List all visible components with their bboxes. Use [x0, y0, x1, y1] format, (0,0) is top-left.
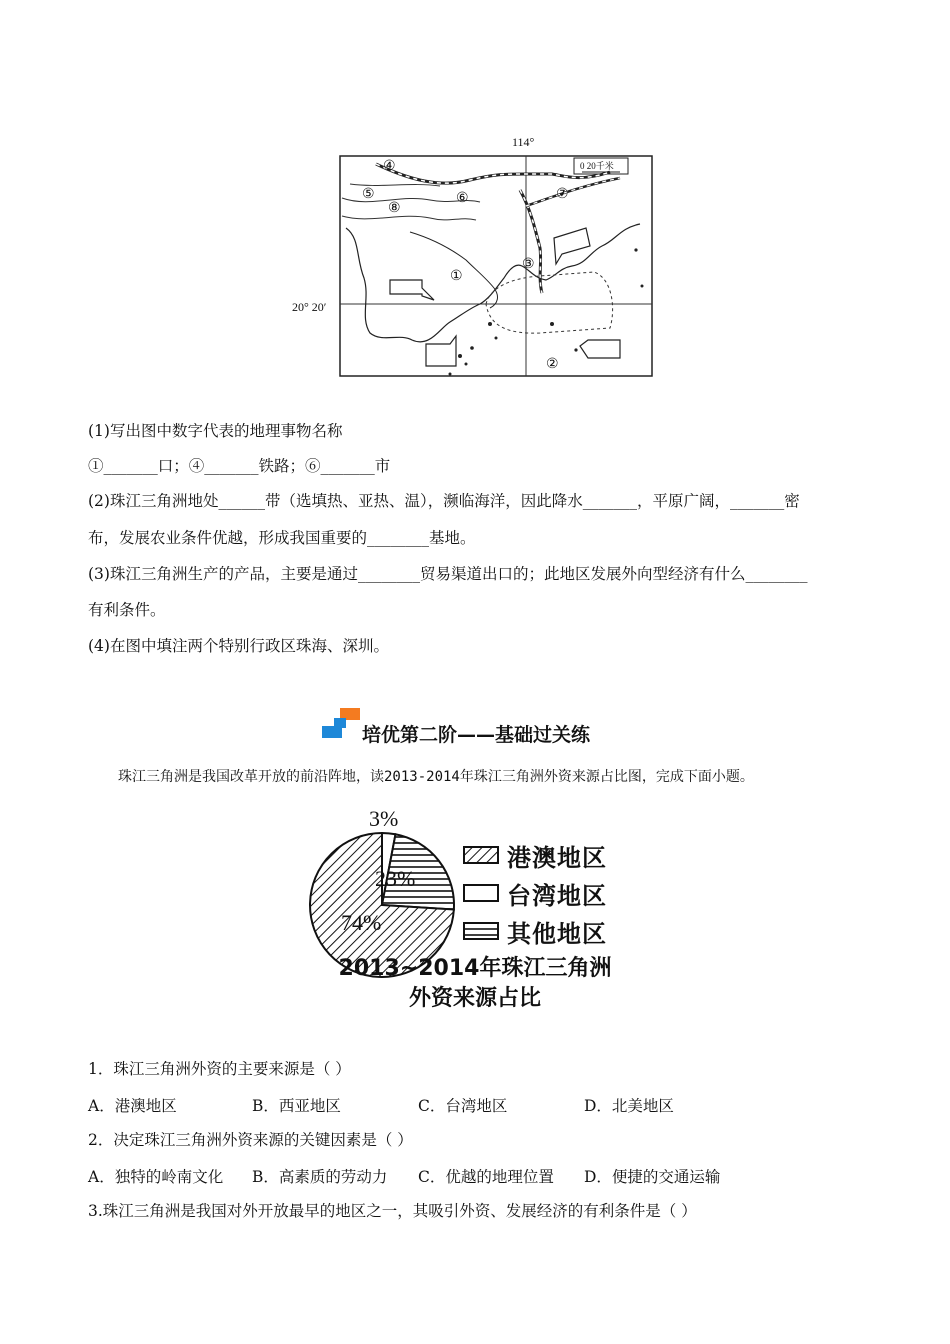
pie-chart	[305, 806, 645, 1021]
legend-swatch-lines	[463, 922, 499, 940]
mcq-3-stem: 3.珠江三角洲是我国对外开放最早的地区之一，其吸引外资、发展经济的有利条件是（ ）	[88, 1202, 697, 1220]
legend-label-hk-macau: 港澳地区	[507, 843, 607, 872]
legend-taiwan	[463, 880, 607, 910]
mcq-1-option-b[interactable]: B．西亚地区	[252, 1097, 341, 1115]
mcq-1-option-a[interactable]: A．港澳地区	[88, 1097, 177, 1115]
map-scale-label: 0 20千米	[580, 161, 614, 171]
question-2-line-2: 布，发展农业条件优越，形成我国重要的________基地。	[88, 529, 476, 547]
map-marker-7: ⑦	[556, 187, 569, 202]
map-marker-5: ⑤	[362, 187, 375, 202]
legend-other	[463, 918, 607, 948]
section-header-icon	[322, 708, 362, 742]
map-marker-2: ②	[546, 357, 559, 372]
legend-hk-macau	[463, 842, 607, 872]
mcq-2-stem: 2．决定珠江三角洲外资来源的关键因素是（ ）	[88, 1131, 413, 1149]
mcq-1-option-d[interactable]: D．北美地区	[584, 1097, 674, 1115]
chart-title-line-1: 2013~2014年珠江三角洲	[338, 956, 612, 981]
mcq-1-stem: 1．珠江三角洲外资的主要来源是（ ）	[88, 1060, 351, 1078]
question-2-line-1: (2)珠江三角洲地处______带（选填热、亚热、温），濒临海洋，因此降水_______，平原广阔，_______密	[88, 492, 800, 510]
question-3-line-1: (3)珠江三角洲生产的产品，主要是通过________贸易渠道出口的；此地区发展外向型经济有什么________	[88, 565, 808, 583]
legend-swatch-hatch	[463, 846, 499, 864]
pearl-river-delta-map	[290, 128, 670, 383]
map-marker-6: ⑥	[456, 191, 469, 206]
pie-label-hk-macau: 74%	[341, 910, 382, 935]
pie-label-taiwan: 3%	[369, 806, 399, 831]
map-latitude-label: 20° 20′	[292, 300, 327, 314]
question-3-line-2: 有利条件。	[88, 601, 166, 619]
mcq-1-option-c[interactable]: C．台湾地区	[418, 1097, 508, 1115]
question-1-line: ①_______口；④_______铁路；⑥_______市	[88, 457, 391, 475]
legend-label-taiwan: 台湾地区	[507, 881, 607, 910]
map-longitude-label: 114°	[512, 135, 535, 149]
intro-text: 珠江三角洲是我国改革开放的前沿阵地，读2013-2014年珠江三角洲外资来源占比图，完成下面小题。	[118, 769, 754, 785]
legend-label-other: 其他地区	[507, 919, 607, 948]
map-marker-3: ③	[522, 257, 535, 272]
question-1-title: (1)写出图中数字代表的地理事物名称	[88, 422, 343, 440]
question-4-line: (4)在图中填注两个特别行政区珠海、深圳。	[88, 637, 389, 655]
mcq-2-option-d[interactable]: D．便捷的交通运输	[584, 1168, 721, 1186]
chart-title-line-2: 外资来源占比	[408, 986, 541, 1011]
pie-label-other: 23%	[375, 866, 416, 891]
mcq-2-option-a[interactable]: A．独特的岭南文化	[88, 1168, 224, 1186]
map-marker-1: ①	[450, 269, 463, 284]
map-marker-4: ④	[383, 159, 396, 174]
map-marker-8: ⑧	[388, 201, 401, 216]
legend-swatch-blank	[463, 884, 499, 902]
mcq-2-option-b[interactable]: B．高素质的劳动力	[252, 1168, 388, 1186]
section-title: 培优第二阶——基础过关练	[362, 724, 591, 746]
mcq-2-option-c[interactable]: C．优越的地理位置	[418, 1168, 554, 1186]
